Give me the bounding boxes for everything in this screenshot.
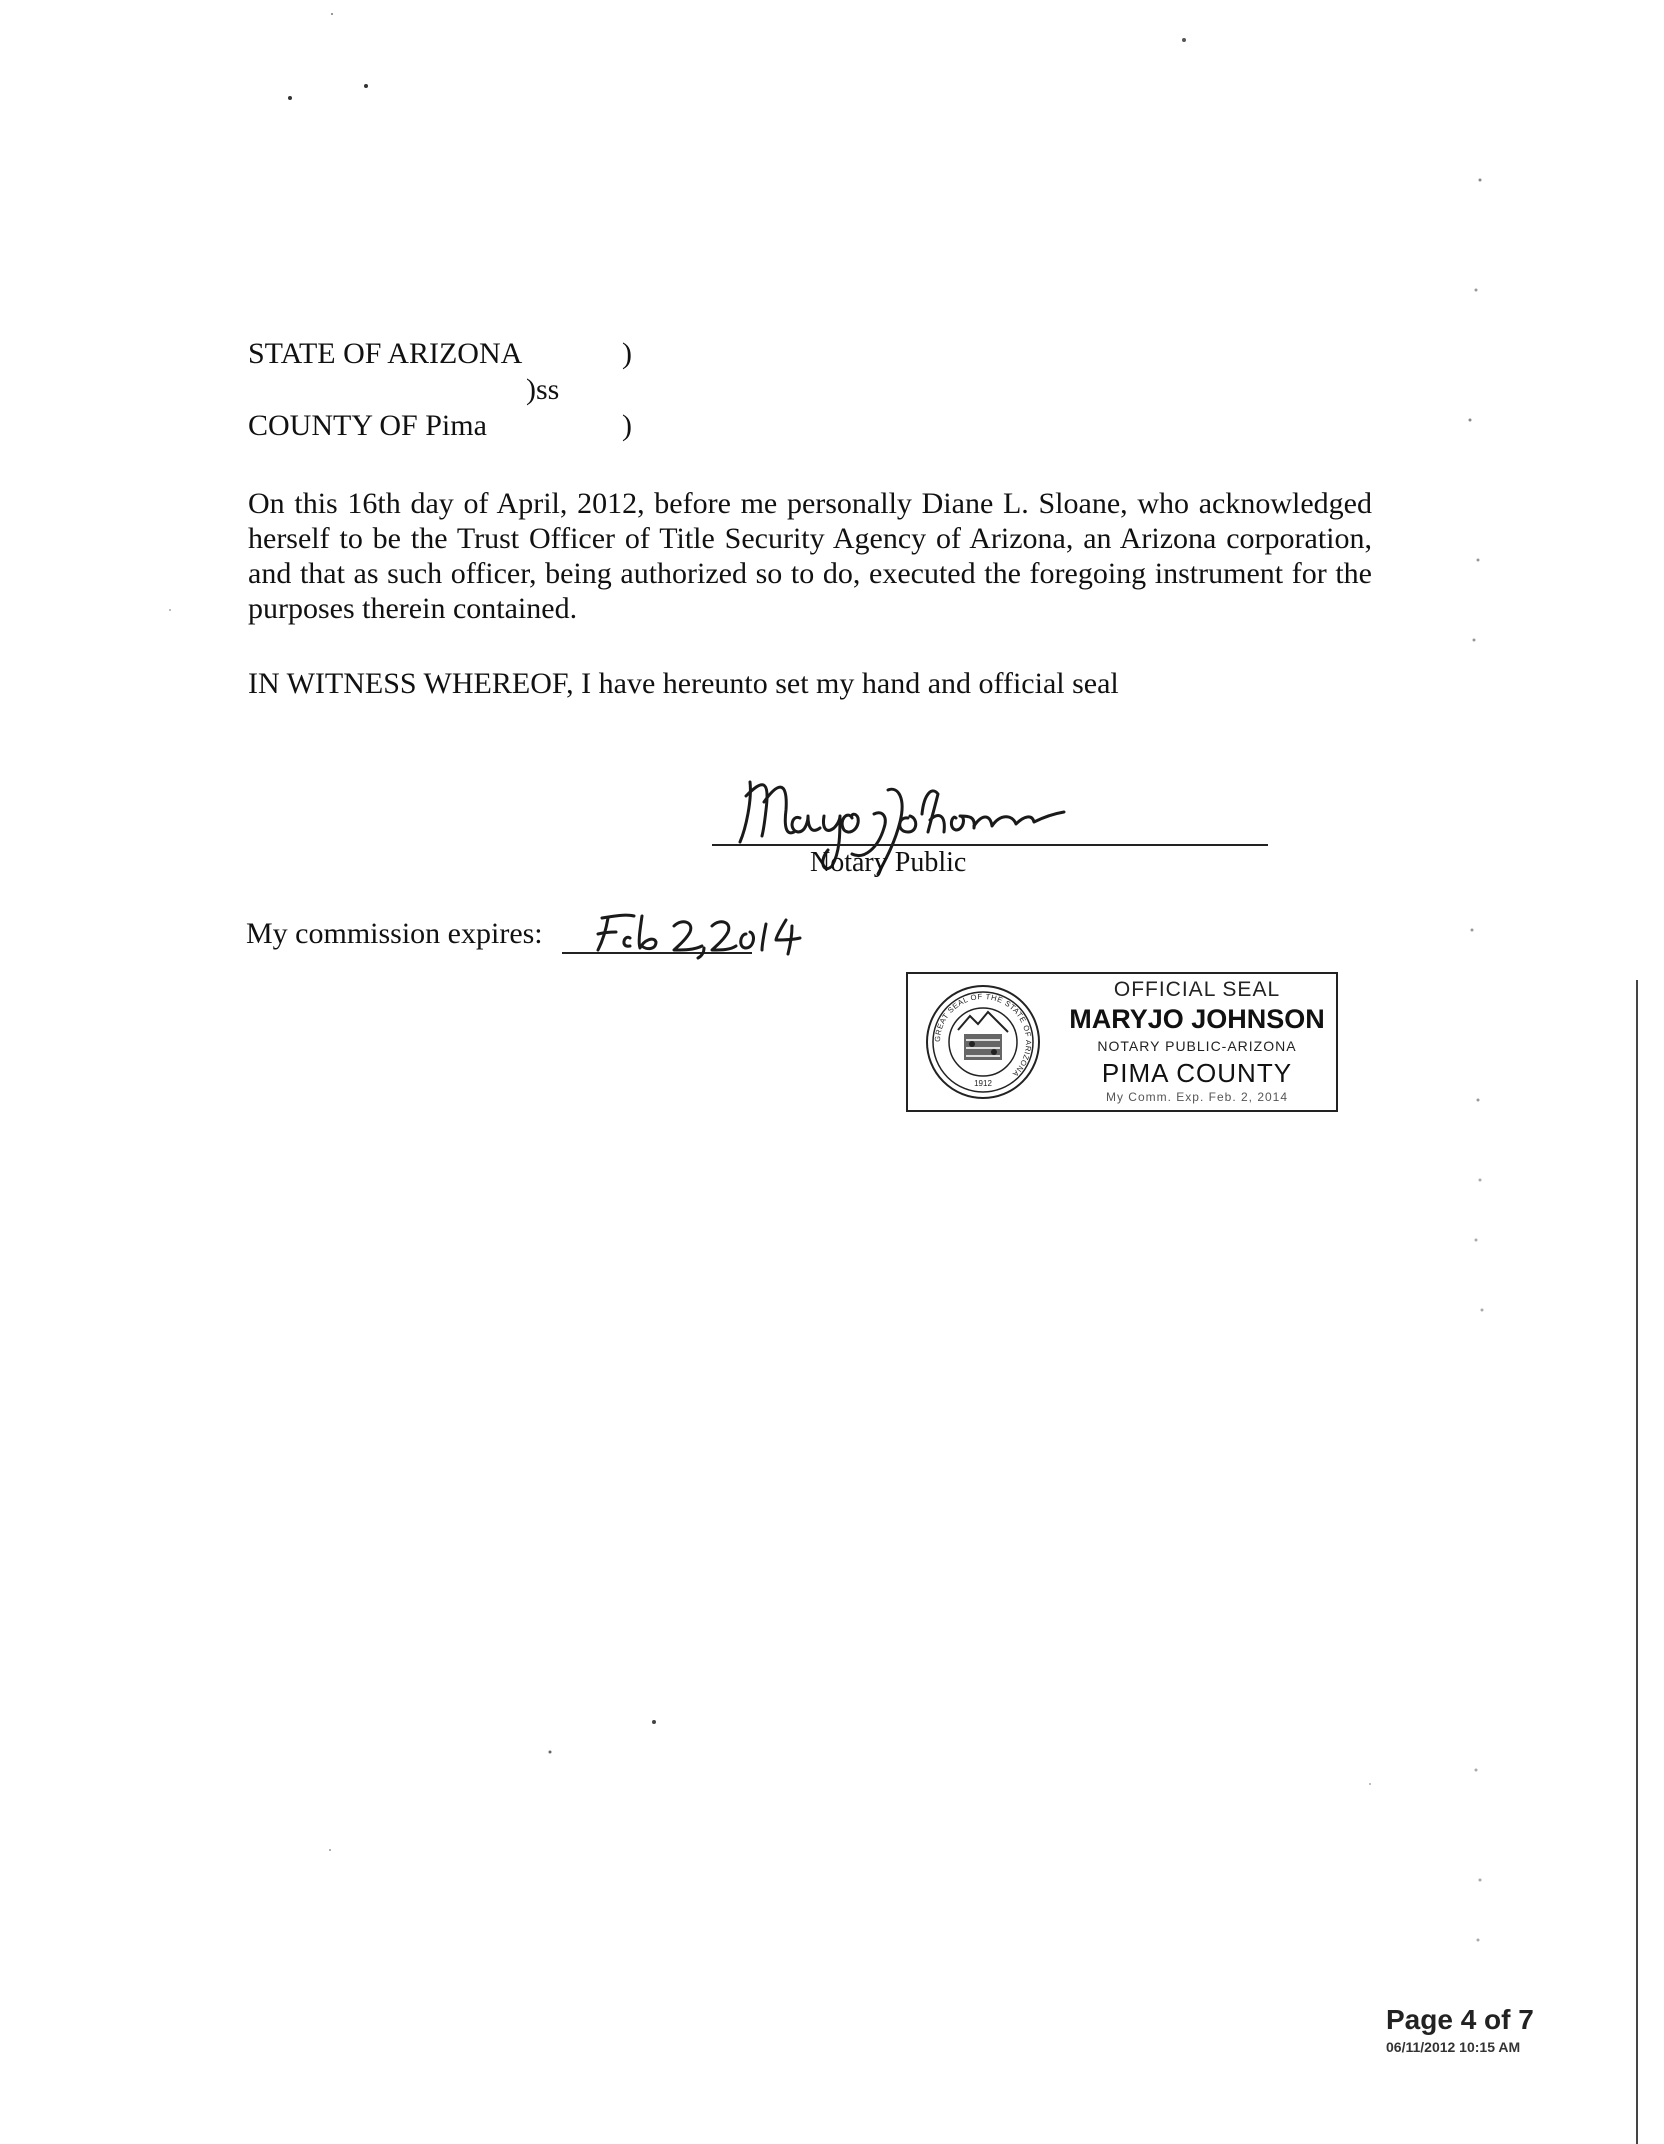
scan-edge-line bbox=[1636, 980, 1638, 2144]
arizona-state-seal-emblem bbox=[918, 982, 1048, 1102]
witness-statement: IN WITNESS WHEREOF, I have hereunto set my hand and official seal bbox=[248, 667, 1119, 700]
venue-block bbox=[248, 336, 668, 456]
notary-public-label: Notary Public bbox=[810, 847, 967, 878]
seal-notary-title: NOTARY PUBLIC-ARIZONA bbox=[1097, 1038, 1297, 1054]
venue-ss: )ss bbox=[526, 373, 560, 406]
official-notary-seal bbox=[906, 972, 1338, 1112]
seal-county: PIMA COUNTY bbox=[1101, 1058, 1293, 1088]
venue-county: COUNTY OF Pima bbox=[248, 409, 487, 442]
venue-paren-top: ) bbox=[622, 337, 632, 370]
seal-expiry: My Comm. Exp. Feb. 2, 2014 bbox=[1105, 1090, 1289, 1104]
seal-emblem-year: 1912 bbox=[974, 1079, 992, 1088]
handwritten-expiry-date bbox=[586, 910, 846, 960]
seal-heading: OFFICIAL SEAL bbox=[1113, 978, 1281, 1001]
print-timestamp: 06/11/2012 10:15 AM bbox=[1386, 2039, 1521, 2055]
commission-label: My commission expires: bbox=[246, 917, 543, 950]
venue-state: STATE OF ARIZONA bbox=[248, 337, 523, 370]
seal-notary-name: MARYJO JOHNSON bbox=[1069, 1004, 1325, 1034]
page-number: Page 4 of 7 bbox=[1386, 2004, 1534, 2035]
seal-emblem-text: GREAT SEAL OF THE STATE OF ARIZONA bbox=[932, 991, 1034, 1079]
commission-expiry bbox=[246, 910, 866, 970]
handwritten-signature bbox=[712, 770, 1268, 880]
signature-line bbox=[712, 844, 1268, 846]
notary-signature-block bbox=[712, 770, 1268, 890]
venue-paren-bottom: ) bbox=[622, 409, 632, 442]
acknowledgment-paragraph: On this 16th day of April, 2012, before me personally Diane L. Sloane, who acknowledged herself to be the Trust Officer of Title Security Agency of Arizona, an Arizona corporation, and that as such officer, being authorized so to do, executed the foregoing instrument for the purposes therein contained. bbox=[248, 487, 1372, 625]
